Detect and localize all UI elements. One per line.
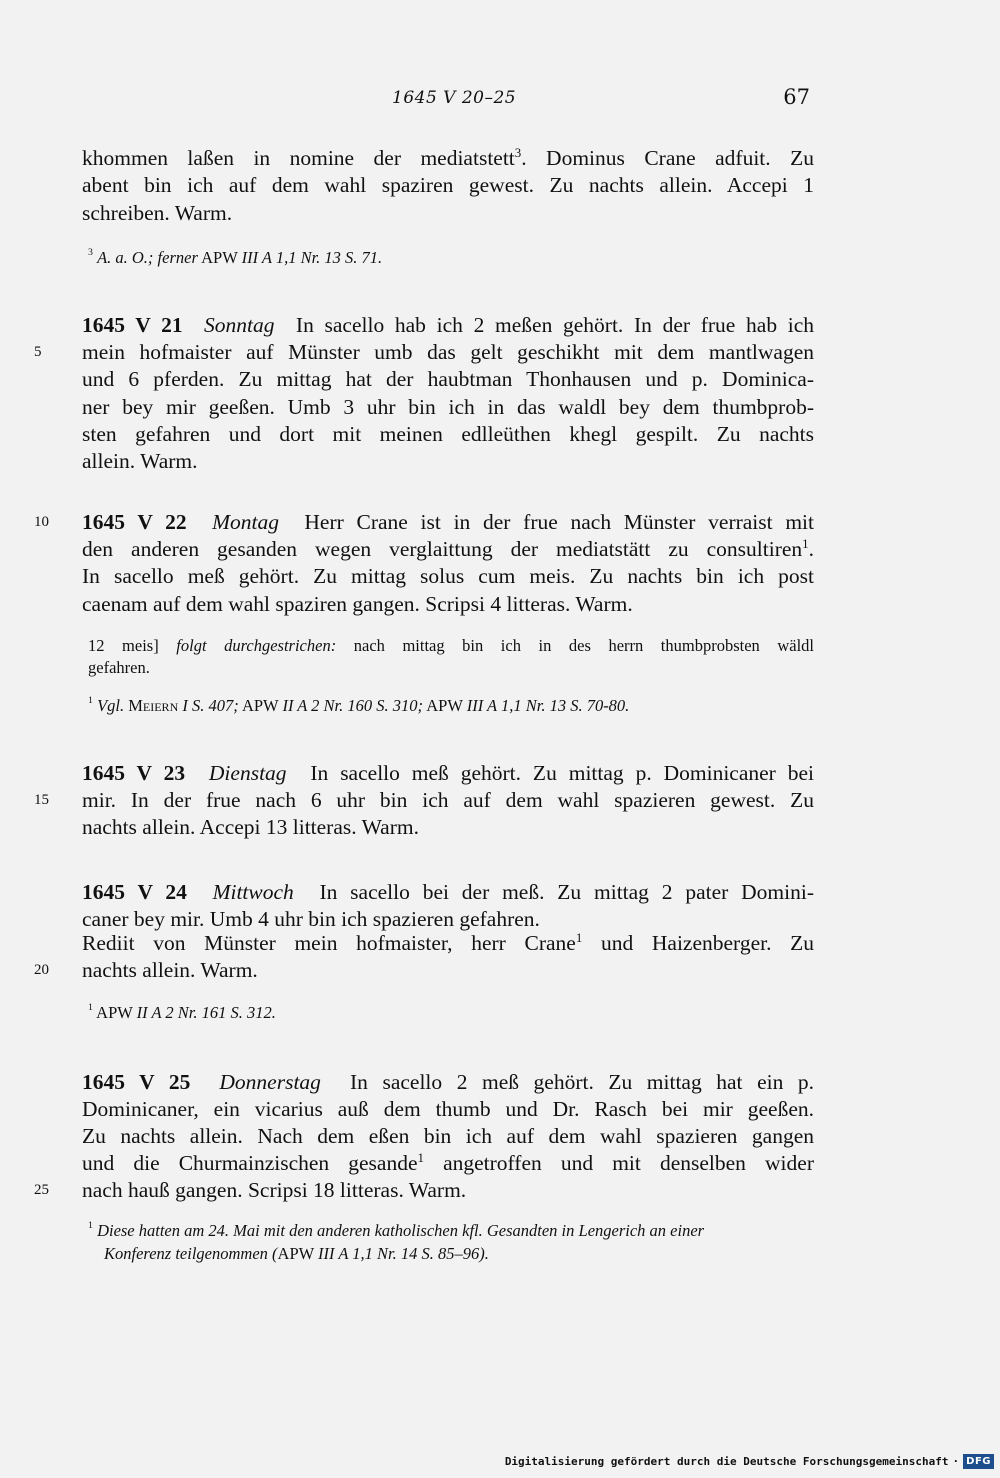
entry-day: Donnerstag [219, 1070, 321, 1094]
text-line: mir. In der frue nach 6 uhr bin ich auf dem wahl spazieren gewest. Zu [82, 788, 814, 812]
text-line: nach hauß gangen. Scripsi 18 litteras. Warm. [82, 1178, 467, 1202]
page-number: 67 [783, 85, 810, 109]
entry-day: Mittwoch [212, 880, 294, 904]
dfg-logo-icon: DFG [963, 1454, 994, 1469]
footnote: $^1$ Vgl. Meiern I S. 407; APW II A 2 Nr. 160 S. 310; APW III A 1,1 Nr. 13 S. 70-80. [88, 695, 630, 715]
footnote: $^1$ APW II A 2 Nr. 161 S. 312. [88, 1002, 276, 1022]
text-line: und die Churmainzischen gesande$^1$ angetroffen und mit denselben wider [82, 1151, 814, 1175]
text-line: schreiben. Warm. [82, 201, 233, 225]
entry-date: 1645 V 24 [82, 880, 187, 904]
entry-date: 1645 V 23 [82, 761, 186, 785]
footnote-continuation: Konferenz teilgenommen (APW III A 1,1 Nr. 14 S. 85–96). [104, 1244, 489, 1263]
text-line: den anderen gesanden wegen verglaittung der mediatstätt zu consultiren$^1$. [82, 537, 814, 561]
text-line: und 6 pferden. Zu mittag hat der haubtman Thonhausen und p. Dominica- [82, 367, 814, 391]
digitization-footer: Digitalisierung gefördert durch die Deutsche Forschungsgemeinschaft · DFG [505, 1450, 994, 1472]
text-line: caner bey mir. Umb 4 uhr bin ich spazieren gefahren. [82, 907, 540, 931]
entry-first-line: 1645 V 24 Mittwoch In sacello bei der meß. Zu mittag 2 pater Domini- [82, 880, 814, 904]
line-number: 10 [34, 514, 49, 530]
footnote: $^1$ Diese hatten am 24. Mai mit den anderen katholischen kfl. Gesandten in Lengerich an einer [88, 1220, 705, 1240]
entry-day: Montag [212, 510, 279, 534]
line-number: 20 [34, 962, 49, 978]
footnote-ref: 3 [514, 146, 522, 160]
text-line: abent bin ich auf dem wahl spaziren gewest. Zu nachts allein. Accepi 1 [82, 173, 814, 197]
text-line: ner bey mir geeßen. Umb 3 uhr bin ich in das waldl bey dem thumbprob- [82, 395, 814, 419]
entry-date: 1645 V 25 [82, 1070, 191, 1094]
entry-day: Dienstag [208, 761, 287, 785]
running-head: 1645 V 20–25 [392, 88, 517, 108]
entry-day: Sonntag [204, 313, 275, 337]
entry-first-line: 1645 V 22 Montag Herr Crane ist in der frue nach Münster verraist mit [82, 510, 815, 534]
text-line: Zu nachts allein. Nach dem eßen bin ich auf dem wahl spazieren gangen [82, 1124, 814, 1148]
text-line: Dominicaner, ein vicarius auß dem thumb und Dr. Rasch bei mir geeßen. [82, 1097, 814, 1121]
text-line: In sacello meß gehört. Zu mittag solus cum meis. Zu nachts bin ich post [82, 564, 814, 588]
text-line: nachts allein. Accepi 13 litteras. Warm. [82, 815, 419, 839]
text-line: Rediit von Münster mein hofmaister, herr Crane$^1$ und Haizenberger. Zu [82, 931, 815, 955]
text-line: allein. Warm. [82, 449, 198, 473]
variant-note: gefahren. [88, 658, 150, 677]
text-line: nachts allein. Warm. [82, 958, 258, 982]
line-number: 15 [34, 792, 49, 808]
footnote: $^3$ A. a. O.; ferner APW III A 1,1 Nr. 13 S. 71. [88, 247, 383, 267]
footer-text: Digitalisierung gefördert durch die Deutsche Forschungsgemeinschaft [504, 1454, 949, 1468]
line-number: 25 [34, 1182, 49, 1198]
entry-date: 1645 V 22 [82, 510, 187, 534]
text-line: sten gefahren und dort mit meinen edlleüthen khegl gespilt. Zu nachts [82, 422, 814, 446]
footnote-ref: 1 [417, 1151, 424, 1165]
footnote-ref: 1 [802, 537, 809, 551]
entry-first-line: 1645 V 21 Sonntag In sacello hab ich 2 meßen gehört. In der frue hab ich [82, 313, 815, 337]
text-line: khommen laßen in nomine der mediatstett$^3$. Dominus Crane adfuit. Zu [82, 146, 814, 170]
line-number: 5 [34, 344, 42, 360]
footnote-ref: 1 [575, 931, 583, 945]
entry-date: 1645 V 21 [82, 313, 183, 337]
entry-first-line: 1645 V 23 Dienstag In sacello meß gehört. Zu mittag p. Dominicaner bei [82, 761, 815, 785]
entry-first-line: 1645 V 25 Donnerstag In sacello 2 meß gehört. Zu mittag hat ein p. [82, 1070, 814, 1094]
text-line: mein hofmaister auf Münster umb das gelt geschikht mit dem mantlwagen [82, 340, 814, 364]
text-line: caenam auf dem wahl spaziren gangen. Scripsi 4 litteras. Warm. [82, 592, 633, 616]
variant-note: 12 meis] folgt durchgestrichen: nach mittag bin ich in des herrn thumbprobsten wäldl [88, 636, 815, 655]
